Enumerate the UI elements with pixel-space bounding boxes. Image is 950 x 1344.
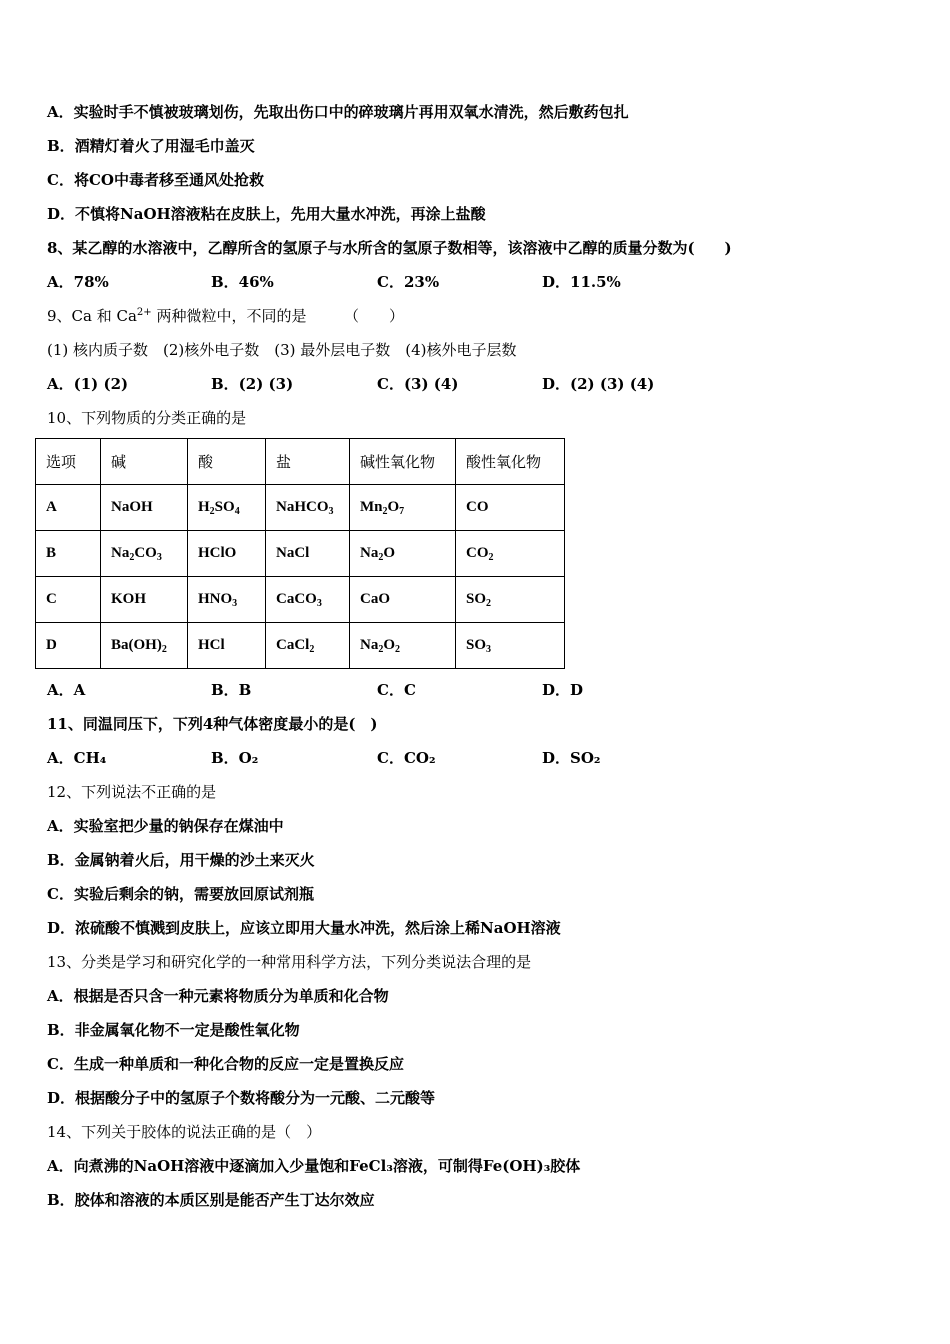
q12-stem: 12、下列说法不正确的是: [47, 783, 217, 801]
cell-basic-oxide: $Na_2O$: [350, 531, 456, 577]
cell-basic-oxide: CaO: [350, 577, 456, 623]
header-basic-oxide: 碱性氧化物: [350, 439, 456, 485]
q10-stem: 10、下列物质的分类正确的是: [47, 409, 247, 427]
q9-option-a: A．(1) (2): [47, 375, 129, 393]
cell-option: B: [36, 531, 101, 577]
table-row: [36, 577, 565, 623]
q11-options: [0, 748, 950, 768]
table-row: [36, 485, 565, 531]
cell-base: NaOH: [101, 485, 188, 531]
q7-option-d: D．不慎将NaOH溶液粘在皮肤上，先用大量水冲洗，再涂上盐酸: [47, 205, 486, 223]
header-option: 选项: [36, 439, 101, 485]
cell-acidic-oxide: $CO_2$: [456, 531, 565, 577]
q14-option-a: A．向煮沸的NaOH溶液中逐滴加入少量饱和FeCl₃溶液，可制得Fe(OH)₃胶体: [47, 1157, 581, 1175]
cell-acid: $H_2SO_4$: [188, 485, 266, 531]
q10-option-a: A．A: [47, 681, 86, 699]
cell-acidic-oxide: CO: [456, 485, 565, 531]
q7-option-a: A．实验时手不慎被玻璃划伤，先取出伤口中的碎玻璃片再用双氧水清洗，然后敷药包扎: [47, 103, 629, 121]
q14-stem: 14、下列关于胶体的说法正确的是（ ）: [47, 1123, 322, 1141]
q7-option-b: B．酒精灯着火了用湿毛巾盖灭: [47, 137, 255, 155]
q13-option-c: C．生成一种单质和一种化合物的反应一定是置换反应: [47, 1055, 404, 1073]
q9-items: (1) 核内质子数 (2)核外电子数 (3) 最外层电子数 (4)核外电子层数: [47, 341, 517, 359]
header-salt: 盐: [266, 439, 350, 485]
q12-option-d: D．浓硫酸不慎溅到皮肤上，应该立即用大量水冲洗，然后涂上稀NaOH溶液: [47, 919, 561, 937]
q8-options: [0, 272, 950, 292]
q9-stem: 9、Ca 和 $Ca^{2+}$ 两种微粒中，不同的是 （ ）: [47, 307, 404, 325]
q13-option-d: D．根据酸分子中的氢原子个数将酸分为一元酸、二元酸等: [47, 1089, 436, 1107]
cell-basic-oxide: $Mn_2O_7$: [350, 485, 456, 531]
table-header-row: [36, 439, 565, 485]
cell-acid: HCl: [188, 623, 266, 669]
header-acidic-oxide: 酸性氧化物: [456, 439, 565, 485]
q10-options: [0, 680, 950, 700]
cell-acidic-oxide: $SO_2$: [456, 577, 565, 623]
q10-option-b: B．B: [211, 681, 252, 699]
q8-stem: 8、某乙醇的水溶液中，乙醇所含的氢原子与水所含的氢原子数相等，该溶液中乙醇的质量分数为( ): [47, 239, 732, 257]
q7-option-c: C．将CO中毒者移至通风处抢救: [47, 171, 264, 189]
q11-option-c: C．CO₂: [377, 749, 436, 767]
q10-option-c: C．C: [377, 681, 416, 699]
q13-option-a: A．根据是否只含一种元素将物质分为单质和化合物: [47, 987, 389, 1005]
q13-stem: 13、分类是学习和研究化学的一种常用科学方法，下列分类说法合理的是: [47, 953, 532, 971]
table-row: [36, 531, 565, 577]
header-base: 碱: [101, 439, 188, 485]
q8-option-a: A．78%: [47, 273, 109, 291]
cell-option: C: [36, 577, 101, 623]
cell-basic-oxide: $Na_2O_2$: [350, 623, 456, 669]
q11-option-b: B．O₂: [211, 749, 259, 767]
q8-option-d: D．11.5%: [542, 273, 621, 291]
classification-table: [35, 438, 565, 669]
q11-stem: 11、同温同压下，下列4种气体密度最小的是( ): [47, 715, 378, 733]
cell-base: KOH: [101, 577, 188, 623]
q12-option-a: A．实验室把少量的钠保存在煤油中: [47, 817, 284, 835]
q13-option-b: B．非金属氧化物不一定是酸性氧化物: [47, 1021, 300, 1039]
q9-option-d: D．(2) (3) (4): [542, 375, 655, 393]
q9-options: [0, 374, 950, 394]
q11-option-d: D．SO₂: [542, 749, 601, 767]
cell-base: $Ba(OH)_2$: [101, 623, 188, 669]
cell-salt: NaHCO$_3$: [266, 485, 350, 531]
q12-option-c: C．实验后剩余的钠，需要放回原试剂瓶: [47, 885, 314, 903]
q8-option-b: B．46%: [211, 273, 274, 291]
q9-option-c: C．(3) (4): [377, 375, 459, 393]
cell-acid: HClO: [188, 531, 266, 577]
header-acid: 酸: [188, 439, 266, 485]
q11-option-a: A．CH₄: [47, 749, 107, 767]
q8-option-c: C．23%: [377, 273, 440, 291]
q10-option-d: D．D: [542, 681, 584, 699]
q9-option-b: B．(2) (3): [211, 375, 294, 393]
cell-option: D: [36, 623, 101, 669]
cell-acid: $HNO_3$: [188, 577, 266, 623]
cell-salt: NaCl: [266, 531, 350, 577]
cell-acidic-oxide: $SO_3$: [456, 623, 565, 669]
cell-base: $Na_2CO_3$: [101, 531, 188, 577]
cell-option: A: [36, 485, 101, 531]
table-row: [36, 623, 565, 669]
q14-option-b: B．胶体和溶液的本质区别是能否产生丁达尔效应: [47, 1191, 375, 1209]
q12-option-b: B．金属钠着火后，用干燥的沙土来灭火: [47, 851, 315, 869]
cell-salt: CaCO$_3$: [266, 577, 350, 623]
cell-salt: CaCl$_2$: [266, 623, 350, 669]
